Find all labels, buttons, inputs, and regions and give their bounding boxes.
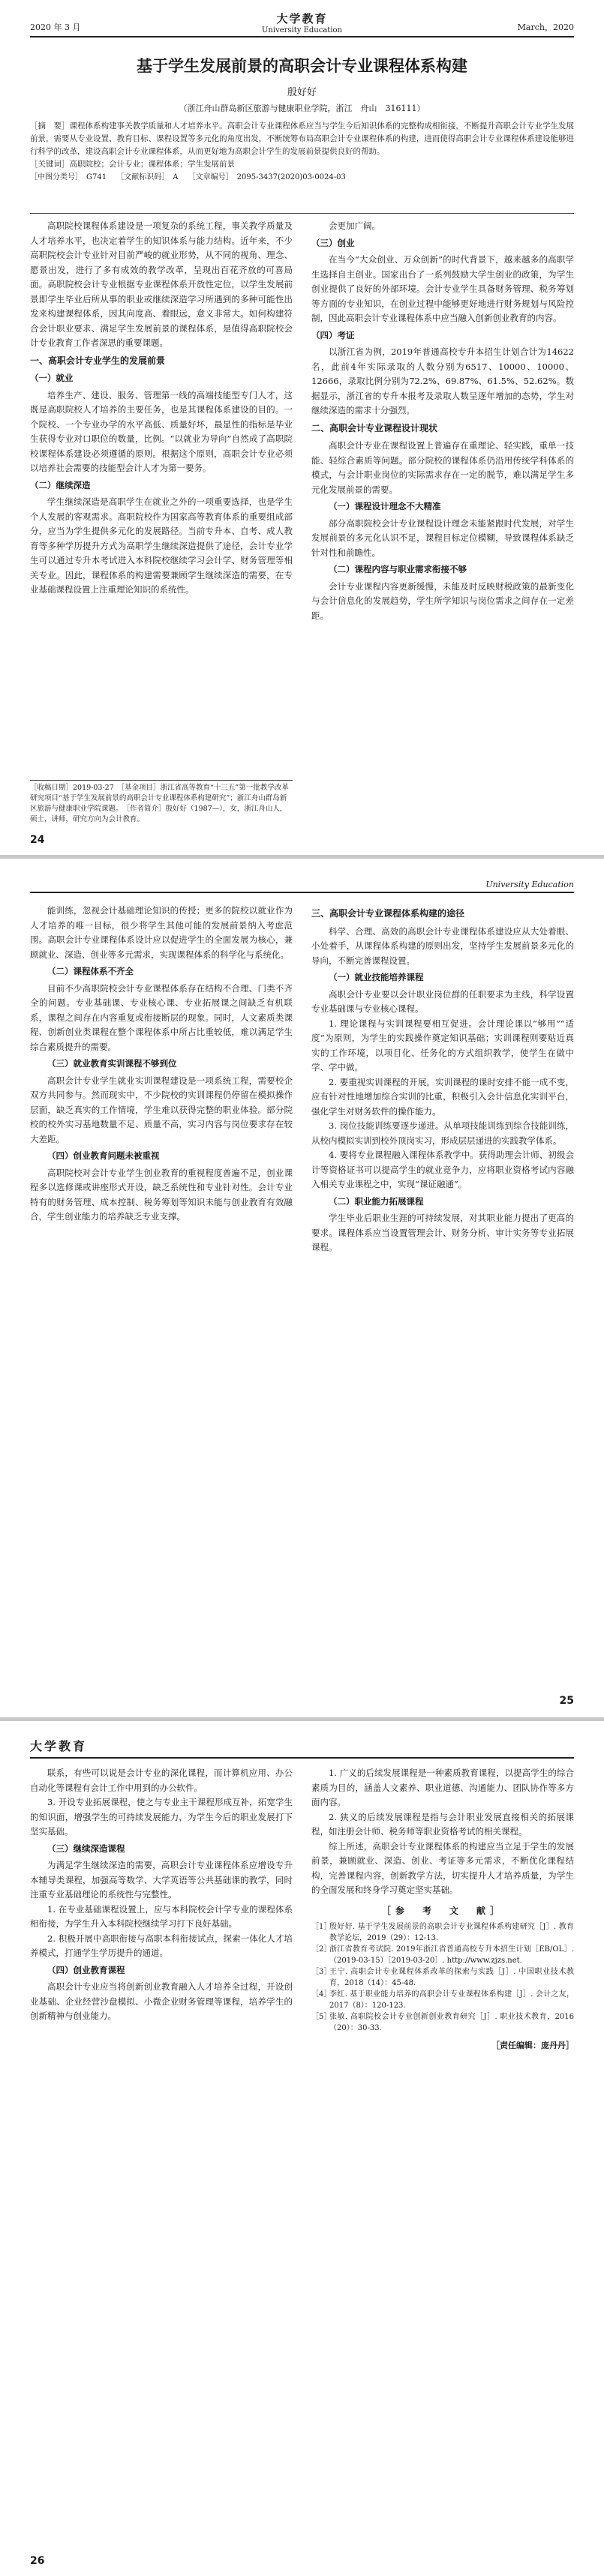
- page3-right-body: [311, 1766, 574, 1898]
- page-header: [30, 1733, 574, 1759]
- reference-text: 张敏. 高职院校会计专业创新创业教育研究［J］. 职业技术教育，2016（20）：30-33.: [329, 2013, 574, 2032]
- article-number: ［文章编号］ 2095-3437(2020)03-0024-03: [188, 173, 346, 181]
- subsection-heading: （二）课程内容与职业需求衔接不够: [329, 564, 467, 574]
- paragraph: 培养生产、建设、服务、管理第一线的高端技能型专门人才，这既是高职院校人才培养的主要任务，也是其课程体系建设的目的。一个院校、一个专业办学的水平高低、质量好坏，最显性的指标是毕业生获得专业对口职位的数量，比例。“以就业为导向”自然成了高职院校课程体系建设必须遵循的原则。根据这个原则，高职会计专业必须以培养社会需要的技能型会计人才为第一要务。: [30, 389, 293, 473]
- page3-right-column: [311, 1766, 574, 2053]
- paragraph: 高职会计专业应当将创新创业教育融入人才培养全过程，开设创业基础、企业经营沙盘模拟、小微企业财务管理等课程，培养学生的创新精神与创业能力。: [30, 1981, 293, 2021]
- subsection-heading: （四）创业教育课程: [47, 1964, 125, 1975]
- reference-number: ［2］: [311, 1945, 332, 1954]
- page-3: [0, 1721, 604, 2576]
- paragraph: 综上所述，高职会计专业课程体系的构建应当立足于学生的发展前景，兼顾就业、深造、创业、考证等多元需求，不断优化课程结构，完善课程内容，创新教学方法，切实提升人才培养质量，为学生的全面发展和终身学习奠定坚实基础。: [311, 1840, 574, 1895]
- subsection-heading: （二）课程体系不齐全: [47, 966, 134, 976]
- page1-left-column: [30, 219, 293, 598]
- paragraph: 能训练，忽视会计基础理论知识的传授；更多的院校以就业作为人才培养的唯一目标，很少将学生其他可能的发展前景纳入考虑范围。高职会计专业课程体系设计应以促进学生的全面发展为核心，兼顾就业、深造、创业等多元需求，实现课程体系的科学化与系统化。: [30, 905, 293, 960]
- responsible-editor: ［责任编辑：庞丹丹］: [491, 2041, 574, 2050]
- paragraph: 学生继续深造是高职学生在就业之外的一项重要选择，也是学生个人发展的客观需求。高职院校作为国家高等教育体系的重要组成部分，应当为学生提供多元化的发展路径。当前专升本、自考、成人教育等多种学历提升方式为高职学生继续深造提供了途径，会计专业学生可以通过专升本考试进入本科院校继续学习会计学、财务管理等相关专业。因此，课程体系的构建需要兼顾学生继续深造的需要，在专业基础课程设置上注重理论知识的系统性。: [30, 496, 293, 595]
- reference-text: 李红. 基于职业能力培养的高职会计专业课程体系构建［J］. 会计之友，2017（8）：120-123.: [329, 1990, 574, 2010]
- paragraph: 学生毕业后职业生涯的可持续发展，对其职业能力提出了更高的要求。课程体系应当设置管理会计、财务分析、审计实务等专业拓展课程。: [311, 1213, 574, 1252]
- paragraph: 为满足学生继续深造的需要，高职会计专业课程体系应增设专升本辅导类课程，加强高等数学、大学英语等公共基础课的教学，同时注重专业基础理论的系统性与完整性。: [30, 1860, 293, 1900]
- page-header: [30, 875, 574, 893]
- reference-item: [311, 1944, 574, 1966]
- page3-left-column: [30, 1766, 293, 2024]
- article-title: 基于学生发展前景的高职会计专业课程体系构建: [137, 57, 467, 75]
- reference-text: 殷好好. 基于学生发展前景的高职会计专业课程体系构建研究［J］. 教育教学论坛，2019（29）：12-13.: [329, 1923, 574, 1942]
- keywords: ［关键词］高职院校；会计专业；课程体系；学生发展前景: [30, 160, 235, 169]
- paragraph: 以浙江省为例，2019年普通高校专升本招生计划合计为14622名，此前4年实际录取的人数分别为6517、10000、10000、12666，录取比例分别为72.2%、69.87%、61.5%、52.62%。数据显示，浙江省的专升本报考及录取人数呈逐年增加的态势，学生对继续深造的需求十分强烈。: [311, 346, 574, 415]
- subsection-heading: （三）继续深造课程: [47, 1843, 125, 1854]
- subsection-heading: （一）就业: [30, 373, 74, 383]
- paragraph: 在当今“大众创业、万众创新”的时代背景下，越来越多的高职学生选择自主创业。国家出台了一系列鼓励大学生创业的政策，为学生创业提供了良好的外部环境。会计专业学生具备财务管理、税务筹划等方面的专业知识，在创业过程中能够更好地进行财务规划与风险控制，因此高职会计专业课程体系中应当融入创新创业教育的内容。: [311, 254, 574, 323]
- article-affiliation: （浙江舟山群岛新区旅游与健康职业学院，浙江 舟山 316111）: [179, 103, 425, 113]
- reference-item: [311, 1921, 574, 1944]
- reference-item: [311, 2011, 574, 2034]
- page-number: 24: [30, 834, 45, 846]
- reference-item: [311, 1989, 574, 2011]
- reference-text: 浙江省教育考试院. 2019年浙江省普通高校专升本招生计划［EB/OL］.（2019-03-15）［2019-03-20］. http://www.zjzs.net.: [329, 1945, 574, 1965]
- page-1: [0, 0, 604, 855]
- paragraph: 3. 开设专业拓展课程，使之与专业主干课程形成互补，拓宽学生的知识面，增强学生的可持续发展能力，为学生今后的职业发展打下坚实基础。: [30, 1797, 293, 1837]
- journal-logo: 大学教育: [276, 12, 328, 25]
- abstract-divider: [30, 213, 574, 214]
- classification-line: [30, 171, 574, 184]
- paragraph: 4. 要将专业课程融入课程体系教学中。获得助理会计师、初级会计等资格证书可以提高学生的就业竞争力，应将职业资格考试内容融入相关专业课程之中，实现“课证融通”。: [311, 1150, 574, 1189]
- journal-name-en: University Education: [485, 880, 574, 889]
- paragraph: 会计专业课程内容更新缓慢，未能及时反映财税政策的最新变化与会计信息化的发展趋势，学生所学知识与岗位需求之间存在一定差距。: [311, 580, 574, 621]
- subsection-heading: （四）创业教育问题未被重视: [47, 1150, 160, 1161]
- paragraph: 2. 积极开展中高职衔接与高职本科衔接试点，探索一体化人才培养模式，打通学生学历提升的通道。: [30, 1933, 293, 1958]
- paragraph: 会更加广阔。: [329, 220, 380, 231]
- reference-number: ［5］: [311, 2013, 332, 2021]
- reference-number: ［3］: [311, 1968, 332, 1976]
- reference-text: 王宁. 高职会计专业课程体系改革的探索与实践［J］. 中国职业技术教育，2018（14）：45-48.: [329, 1968, 574, 1987]
- paragraph: 高职院校对会计专业学生创业教育的重视程度普遍不足，创业课程多以选修课或讲座形式开设，缺乏系统性和专业针对性。会计专业特有的财务管理、成本控制、税务筹划等知识未能与创业教育有效融合，学生创业能力的培养缺乏专业支撑。: [30, 1167, 293, 1222]
- abstract-text: ［摘 要］课程体系构建事关教学质量和人才培养水平。高职会计专业课程体系应当与学生今后知识体系的完整构成相衔接，不断提升高职会计专业学生发展前景，需要从专业设置、教育目标、课程设置等多元化的角度出发，不断统筹布局高职会计专业课程体系的构建，进而使得高职会计专业课程体系建设能够进行科学的改革，建设高职会计专业课程体系，从而更好地为高职会计学生的发展前景提供良好的帮助。: [30, 121, 574, 156]
- subsection-heading: （一）课程设计理念不大精准: [329, 501, 441, 511]
- document-code: ［文献标识码］ A: [116, 173, 179, 181]
- page2-left-column: [30, 904, 293, 1225]
- paragraph: 3. 岗位技能训练要逐步递进。从单项技能训练到综合技能训练，从校内模拟实训到校外顶岗实习，形成层层递进的实践教学体系。: [311, 1120, 574, 1146]
- paragraph: 1. 广义的后续发展课程是一种素质教育课程，以提高学生的综合素质为目的，涵盖人文素养、职业道德、沟通能力、团队协作等多方面内容。: [311, 1768, 574, 1807]
- page2-right-column: [311, 904, 574, 1255]
- footnote: ［收稿日期］2019-03-27 ［基金项目］浙江省高等教育“十三五”第一批教学改革研究项目“基于学生发展前景的高职会计专业课程体系构建研究”；浙江舟山群岛新区旅游与健康职业学院课题。 ［作者简介］殷好好（1987—），女，浙江舟山人，硕士，讲师，研究方向为会计教育。: [30, 780, 293, 825]
- subsection-heading: （四）考证: [311, 329, 355, 340]
- paragraph: 高职会计专业在课程设置上普遍存在重理论、轻实践，重单一技能、轻综合素质等问题。部分院校的课程体系仍沿用传统学科体系的模式，与会计职业岗位的实际需求存在一定的脱节，难以满足学生多元化发展前景的需要。: [311, 440, 574, 495]
- journal-name-en: University Education: [262, 26, 342, 34]
- journal-masthead: [30, 10, 574, 34]
- journal-logo: 大学教育: [30, 1739, 88, 1753]
- paragraph: 联系，有些可以说是会计专业的深化课程，而计算机应用、办公自动化等课程有会计工作中用到的办公软件。: [30, 1768, 293, 1793]
- section-heading: 二、高职会计专业课程设计现状: [311, 422, 438, 433]
- page1-right-column: [311, 219, 574, 623]
- subsection-heading: （二）继续深造: [30, 479, 91, 490]
- paragraph: 1. 理论课程与实训课程要相互促进。会计理论课以“够用”“适度”为原则，为学生的实践操作奠定知识基础；实训课程则要贴近真实的工作环境，以项目化、任务化的方式组织教学，使学生在做中学、学中做。: [311, 1018, 574, 1072]
- paragraph: 高职会计专业要以会计职业岗位群的任职要求为主线，科学设置专业基础课与专业核心课程。: [311, 988, 574, 1014]
- page-header: [30, 13, 574, 37]
- paragraph: 2. 要重视实训课程的开展。实训课程的课时安排不能一成不变，应有针对性地增加综合实训的比重，积极引入会计信息化实训平台，强化学生对财务软件的操作能力。: [311, 1076, 574, 1117]
- reference-number: ［4］: [311, 1990, 332, 1999]
- reference-item: [311, 1966, 574, 1989]
- page-number: 25: [559, 1695, 574, 1707]
- subsection-heading: （二）职业能力拓展课程: [329, 1195, 424, 1207]
- paragraph: 1. 在专业基础课程设置上，应与本科院校会计学专业的课程体系相衔接，为学生升入本科院校继续学习打下良好基础。: [30, 1903, 293, 1929]
- reference-number: ［1］: [311, 1923, 332, 1931]
- page-number: 26: [30, 2555, 45, 2567]
- paragraph: 目前不少高职院校会计专业课程体系存在结构不合理、门类不齐全的问题。专业基础课、专业核心课、专业拓展课之间缺乏有机联系，课程之间存在内容重复或衔接断层的现象。同时，人文素质类课程、创新创业类课程在整个课程体系中所占比重较低，难以满足学生综合素质提升的需要。: [30, 982, 293, 1052]
- paragraph: 高职院校课程体系建设是一项复杂的系统工程，事关教学质量及人才培养水平，也决定着学生的知识体系与能力结构。近年来，不少高职院校会计专业针对目前严峻的就业形势，从不同的视角、理念、愿景出发，进行了多有成效的教学改革，呈现出百花齐放的可喜局面。高职院校会计专业根据专业课程体系开放性定位，以学生发展前景即学生毕业后所从事的职业或继续深造学习所遇到的多种可能性出发来构建课程体系，因其向度高、着眼远，意义非常大。如何构建符合会计职业要求、满足学生发展前景的课程体系，是值得高职院校会计专业教育工作者深思的重要课题。: [30, 220, 293, 348]
- header-date: 2020 年 3 月: [30, 22, 81, 32]
- abstract-block: [30, 120, 574, 184]
- clc-code: ［中图分类号］ G741: [30, 173, 107, 181]
- header-date-en: March，2020: [517, 22, 574, 32]
- section-heading: 一、高职会计专业学生的发展前景: [30, 355, 166, 366]
- paragraph: 科学、合理、高效的高职会计专业课程体系建设应从大处着眼、小处着手，从课程体系构建的原则出发，坚持学生发展前景多元化的导向，不断完善课程设置。: [311, 925, 574, 966]
- page-2: [0, 859, 604, 1717]
- subsection-heading: （三）就业教育实训课程不够到位: [47, 1058, 177, 1069]
- paragraph: 2. 狭义的后续发展课程是指与会计职业发展直接相关的拓展课程，如注册会计师、税务师等职业资格考试的相关课程。: [311, 1811, 574, 1837]
- subsection-heading: （一）就业技能培养课程: [329, 972, 424, 982]
- paragraph: 高职会计专业学生就业实训课程建设是一项系统工程，需要校企双方共同参与。然而现实中，不少院校的实训课程仍停留在模拟操作层面，缺乏真实的工作情境，学生难以获得完整的职业体验。部分院校的校外实习基地数量不足、质量不高，实习内容与岗位要求存在较大差距。: [30, 1075, 293, 1144]
- subsection-heading: （三）创业: [311, 237, 355, 248]
- references-list: [311, 1921, 574, 2034]
- section-heading: 三、高职会计专业课程体系构建的途径: [311, 908, 465, 919]
- references-title: ［参 考 文 献］: [381, 1905, 503, 1916]
- article-author: 殷好好: [287, 87, 317, 98]
- paragraph: 部分高职院校会计专业课程设计理念未能紧跟时代发展，对学生发展前景的多元化认识不足，课程目标定位模糊，导致课程体系缺乏针对性和前瞻性。: [311, 517, 574, 558]
